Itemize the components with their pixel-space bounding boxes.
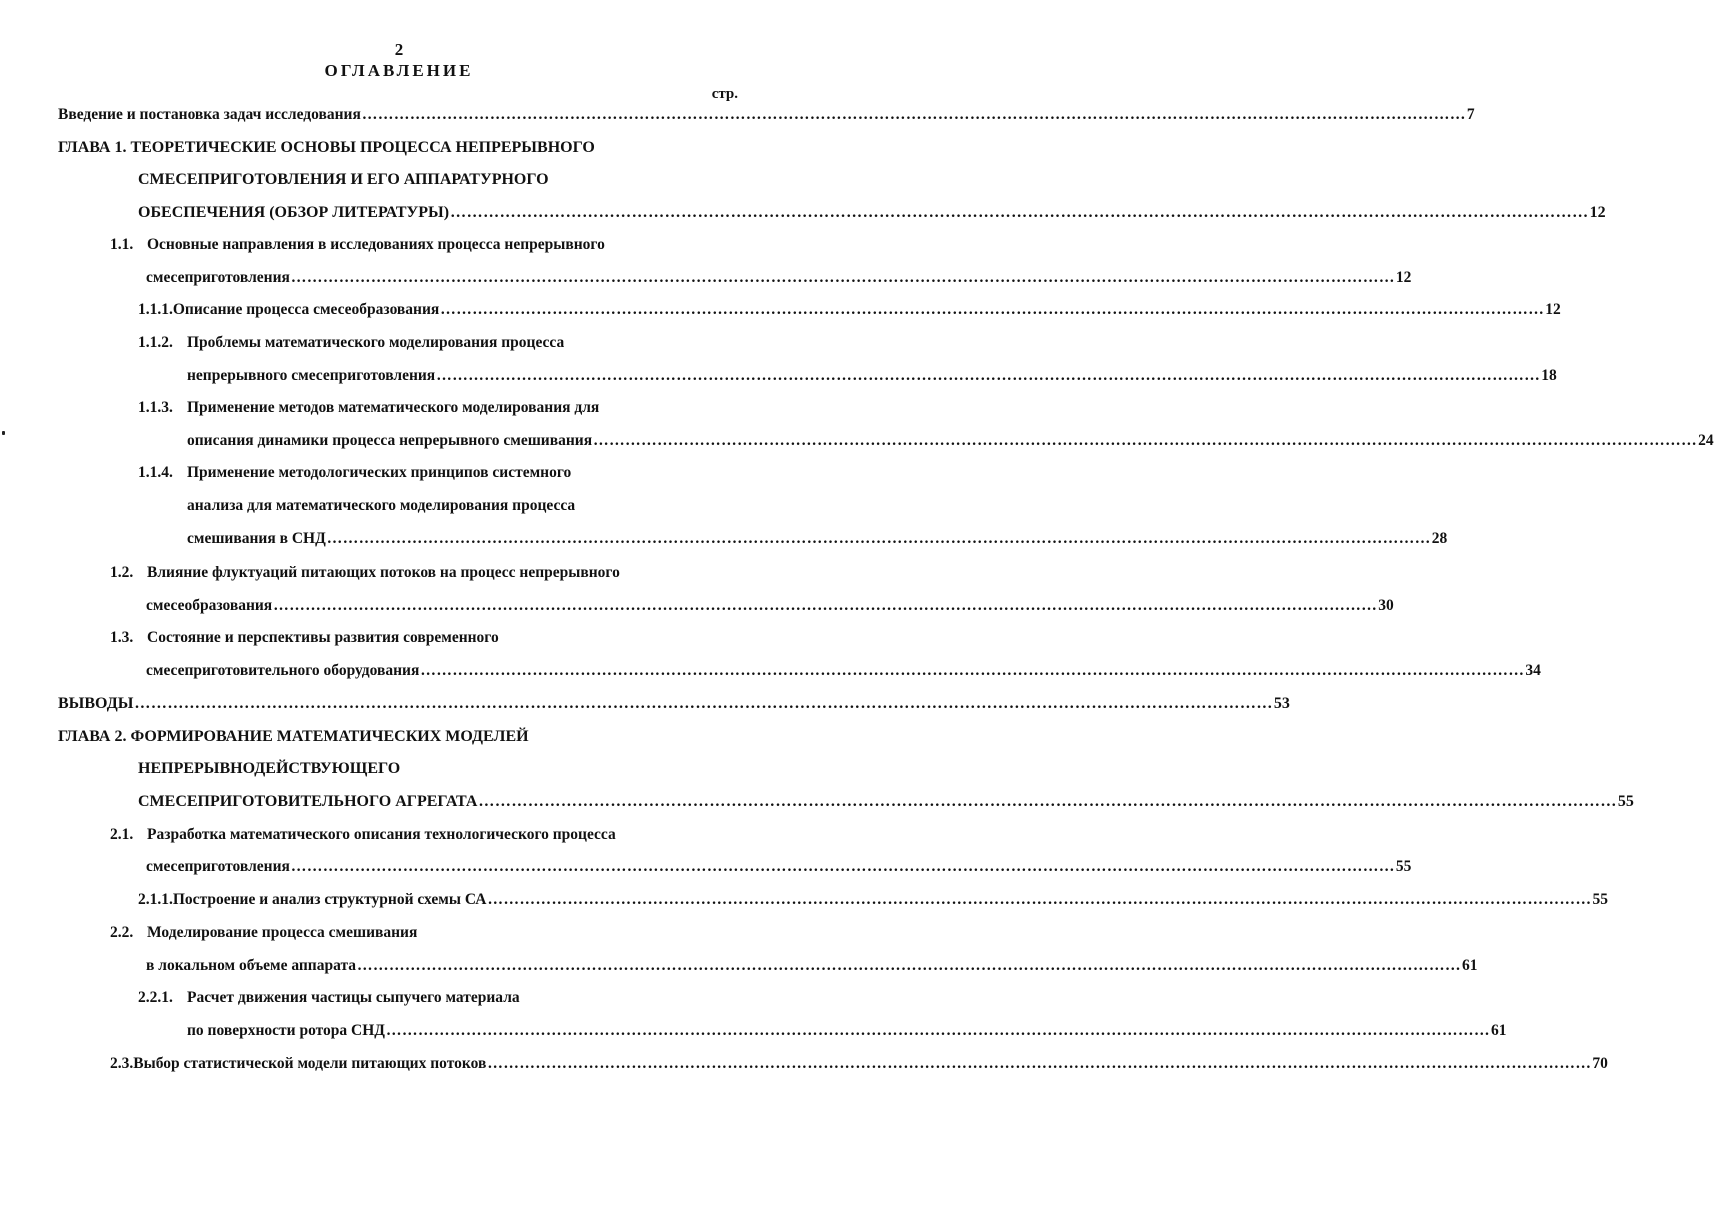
toc-entry-number: 2.3.	[110, 1055, 134, 1072]
toc-entry-number: 1.1.4.	[138, 464, 173, 481]
toc-entry	[58, 726, 738, 748]
toc-entry-page: 55	[1395, 858, 1412, 875]
toc-entry-text: ГЛАВА 2. ФОРМИРОВАНИЕ МАТЕМАТИЧЕСКИХ МОДЕЛЕЙ	[58, 728, 529, 745]
toc-leader-dots: ………………………………………………………………………………………………………………………………………………………………………………………	[273, 597, 1378, 614]
toc-leader-dots: ………………………………………………………………………………………………………………………………………………………………………………………	[440, 301, 1545, 318]
toc-entry-page: 12	[1395, 269, 1412, 286]
toc-entry-text: смесеприготовления	[146, 858, 290, 875]
toc-leader-dots: ………………………………………………………………………………………………………………………………………………………………………………………	[478, 793, 1617, 810]
toc-entry-page: 61	[1462, 957, 1478, 974]
toc-entry-page: 55	[1617, 793, 1634, 810]
toc-entry-text: СМЕСЕПРИГОТОВЛЕНИЯ И ЕГО АППАРАТУРНОГО	[138, 171, 549, 188]
toc-entry-page: 70	[1592, 1055, 1608, 1072]
toc-entry-text: Основные направления в исследованиях процесса непрерывного	[147, 236, 605, 253]
toc-entry	[138, 791, 1634, 813]
toc-entry	[110, 922, 738, 944]
toc-entry-text: в локальном объеме аппарата	[146, 957, 357, 974]
toc-entry-page: 61	[1490, 1022, 1507, 1039]
toc-entry-text: ВЫВОДЫ	[58, 695, 134, 712]
toc-entry-text: Выбор статистической модели питающих потоков	[133, 1055, 487, 1072]
toc-entry-number: 1.1.3.	[138, 399, 173, 416]
toc-entry-number: 2.1.1.	[138, 891, 173, 908]
toc-entry-text: Влияние флуктуаций питающих потоков на процесс непрерывного	[147, 564, 620, 581]
scan-speck	[2, 431, 5, 435]
toc-leader-dots: ………………………………………………………………………………………………………………………………………………………………………………………	[420, 662, 1525, 679]
toc-entry	[110, 234, 738, 256]
toc-entry-text: СМЕСЕПРИГОТОВИТЕЛЬНОГО АГРЕГАТА	[138, 793, 478, 810]
toc-entry-page: 24	[1698, 432, 1714, 449]
toc-entry-number: 1.2.	[110, 564, 134, 581]
toc-entry-text: Введение и постановка задач исследования	[58, 106, 361, 123]
toc-entry-text: непрерывного смесеприготовления	[187, 367, 436, 384]
toc-entry-page: 7	[1466, 106, 1475, 123]
toc-entry	[58, 137, 738, 159]
toc-entry-number: 1.1.	[110, 236, 134, 253]
toc-entry	[138, 397, 738, 419]
toc-entry-text: смесеприготовительного оборудования	[146, 662, 420, 679]
toc-entry-number: 2.1.	[110, 826, 134, 843]
toc-entry	[110, 824, 738, 846]
toc-entry-page: 18	[1541, 367, 1557, 384]
toc-leader-dots: ………………………………………………………………………………………………………………………………………………………………………………………	[357, 957, 1462, 974]
toc-entry-text: Состояние и перспективы развития современного	[147, 629, 499, 646]
toc-leader-dots: ………………………………………………………………………………………………………………………………………………………………………………………	[487, 1055, 1592, 1072]
toc-leader-dots: ………………………………………………………………………………………………………………………………………………………………………………………	[361, 106, 1466, 123]
toc-entry-text: Моделирование процесса смешивания	[147, 924, 418, 941]
toc-entry-number: 1.1.2.	[138, 334, 173, 351]
toc-entry	[110, 1053, 1608, 1075]
toc-entry-page: 55	[1592, 891, 1608, 908]
toc-entry-text: Построение и анализ структурной схемы СА	[172, 891, 487, 908]
toc-entry-number: 1.1.1.	[138, 301, 173, 318]
toc-entry	[138, 202, 1606, 224]
toc-entry-page: 12	[1589, 204, 1606, 221]
toc-entry-number: 2.2.1.	[138, 989, 173, 1006]
toc-entry	[138, 889, 1608, 911]
toc-entry	[187, 365, 1557, 387]
toc-leader-dots: ………………………………………………………………………………………………………………………………………………………………………………………	[593, 432, 1698, 449]
toc-leader-dots: ………………………………………………………………………………………………………………………………………………………………………………………	[290, 269, 1395, 286]
toc-entry	[146, 660, 1541, 682]
toc-entry-page: 53	[1273, 695, 1290, 712]
toc-leader-dots: ………………………………………………………………………………………………………………………………………………………………………………………	[385, 1022, 1490, 1039]
toc-entry	[110, 627, 738, 649]
toc-entry-page: 34	[1525, 662, 1541, 679]
toc-entry-text: анализа для математического моделирования процесса	[187, 497, 576, 514]
toc-entry	[138, 758, 738, 780]
toc-entry-text: ГЛАВА 1. ТЕОРЕТИЧЕСКИЕ ОСНОВЫ ПРОЦЕССА НЕПРЕРЫВНОГО	[58, 139, 595, 156]
toc-entry	[146, 955, 1478, 977]
toc-entry-page: 28	[1431, 530, 1448, 547]
toc-entry	[58, 104, 1475, 126]
toc-entry-page: 12	[1545, 301, 1561, 318]
page-number: 2	[394, 40, 404, 59]
toc-entry-text: Описание процесса смесеобразования	[172, 301, 440, 318]
toc-entry-text: Применение методов математического моделирования для	[187, 399, 600, 416]
toc-entry	[138, 462, 738, 484]
toc-entry-number: 1.3.	[110, 629, 134, 646]
toc-entry	[187, 1020, 1507, 1042]
toc-entry-text: Проблемы математического моделирования процесса	[187, 334, 565, 351]
toc-leader-dots: ………………………………………………………………………………………………………………………………………………………………………………………	[326, 530, 1431, 547]
toc-entry-text: смешивания в СНД	[187, 530, 326, 547]
toc-entry-page: 30	[1378, 597, 1394, 614]
toc-entry-text: НЕПРЕРЫВНОДЕЙСТВУЮЩЕГО	[138, 760, 401, 777]
toc-leader-dots: ………………………………………………………………………………………………………………………………………………………………………………………	[290, 858, 1395, 875]
toc-entry-text: смесеобразования	[146, 597, 273, 614]
toc-entry-text: Расчет движения частицы сыпучего материала	[187, 989, 520, 1006]
toc-leader-dots: ………………………………………………………………………………………………………………………………………………………………………………………	[134, 695, 1273, 712]
page-column-label: стр.	[711, 86, 738, 102]
toc-entry	[138, 987, 738, 1009]
toc-entry	[187, 528, 1448, 550]
toc-leader-dots: ………………………………………………………………………………………………………………………………………………………………………………………	[450, 204, 1589, 221]
toc-entry-text: Применение методологических принципов системного	[187, 464, 572, 481]
toc-entry	[138, 169, 738, 191]
toc-entry	[187, 495, 738, 517]
toc-entry	[138, 299, 1561, 321]
toc-entry-text: смесеприготовления	[146, 269, 290, 286]
toc-entry-number: 2.2.	[110, 924, 134, 941]
toc-entry	[146, 595, 1394, 617]
toc-entry-text: по поверхности ротора СНД	[187, 1022, 385, 1039]
toc-entry	[58, 693, 1290, 715]
toc-leader-dots: ………………………………………………………………………………………………………………………………………………………………………………………	[436, 367, 1541, 384]
toc-entry-text: ОБЕСПЕЧЕНИЯ (ОБЗОР ЛИТЕРАТУРЫ)	[138, 204, 450, 221]
toc-entry	[110, 562, 738, 584]
toc-entry	[146, 856, 1412, 878]
toc-entry	[138, 332, 738, 354]
toc-entry-text: описания динамики процесса непрерывного смешивания	[187, 432, 593, 449]
toc-entry-text: Разработка математического описания технологического процесса	[147, 826, 616, 843]
toc-entry	[187, 430, 1714, 452]
page-title: ОГЛАВЛЕНИЕ	[324, 61, 474, 80]
toc-entry	[146, 267, 1412, 289]
toc-leader-dots: ………………………………………………………………………………………………………………………………………………………………………………………	[487, 891, 1592, 908]
